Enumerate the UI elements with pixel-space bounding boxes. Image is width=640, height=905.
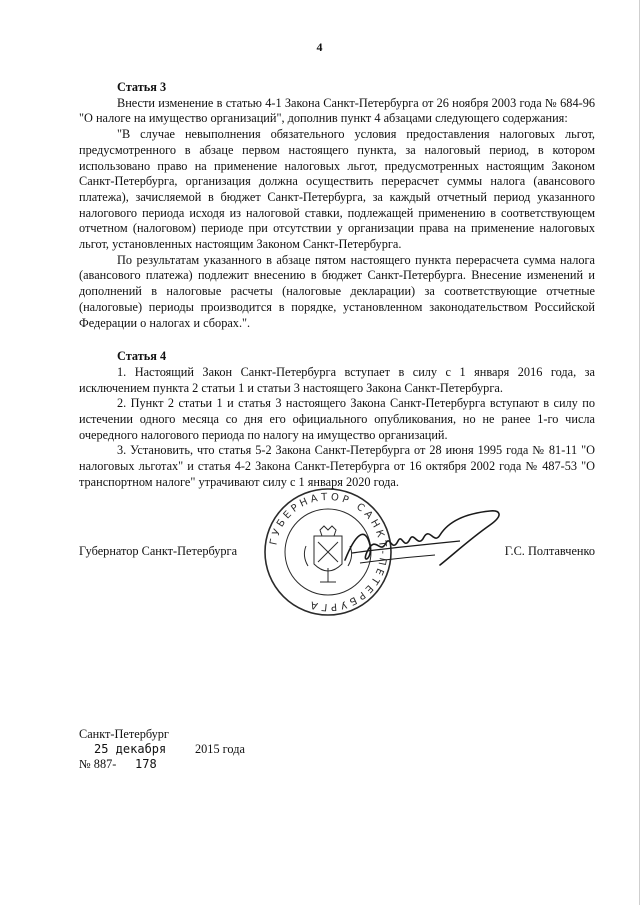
footer-date-day: 25 декабря [94, 742, 167, 756]
article-3-paragraph: Внести изменение в статью 4-1 Закона Санкт-Петербурга от 26 ноября 2003 года № 684-96 "О налоге на имущество организаций", дополнив пункт 4 абзацами следующего содержания: [79, 95, 595, 126]
handwritten-signature [340, 505, 510, 580]
article-4-paragraph: 2. Пункт 2 статьи 1 и статья 3 настоящего Закона Санкт-Петербурга вступают в силу по истечении одного месяца со дня его официального опубликования, но не ранее 1-го числа очередного налогового периода по налогу на имущество организаций. [79, 396, 595, 442]
article-3-title: Статья 3 [117, 80, 167, 94]
footer-number-value: 178 [135, 757, 157, 771]
signatory-name: Г.С. Полтавченко [504, 544, 595, 558]
svg-text:ГУБЕРНАТОР САНКТ-ПЕТЕРБУРГА: ГУБЕРНАТОР САНКТ-ПЕТЕРБУРГА [268, 491, 389, 613]
article-4-paragraph: 3. Установить, что статья 5-2 Закона Санкт-Петербурга от 28 июня 1995 года № 81-11 "О налоговых льготах" и статья 4-2 Закона Санкт-Петербурга от 16 октября 2002 года № 487-53 "О транспортном налоге" утрачивают силу с 1 января 2020 года. [79, 443, 595, 489]
article-4-paragraph: 1. Настоящий Закон Санкт-Петербурга вступает в силу с 1 января 2016 года, за исключением пункта 2 статьи 1 и статьи 3 настоящего Закона Санкт-Петербурга. [79, 364, 595, 395]
footer-city: Санкт-Петербург [79, 727, 169, 741]
article-3-paragraph: "В случае невыполнения обязательного условия предоставления налоговых льгот, предусмотренного в абзаце первом настоящего пункта, за налоговый период, в котором использовано право на применение налоговых льгот, предусмотренных настоящим Законом Санкт-Петербурга, организация должна осуществить перерасчет суммы налога (авансового платежа), зачисляемой в бюджет Санкт-Петербурга, за каждый отчетный период указанного налогового периода исходя из налоговой ставки, подлежащей применению в соответствующем отчетном (налоговом) периоде при отсутствии у организации права на применение налоговых льгот, установленных настоящим Законом Санкт-Петербурга. [79, 127, 595, 252]
page-number: 4 [316, 40, 323, 54]
footer-date-year: 2015 года [195, 742, 245, 756]
signatory-title: Губернатор Санкт-Петербурга [79, 544, 238, 558]
footer-number-prefix: № 887- [79, 757, 117, 771]
article-3-paragraph: По результатам указанного в абзаце пятом настоящего пункта перерасчета сумма налога (авансового платежа) подлежит внесению в бюджет Санкт-Петербурга. Внесение изменений и дополнений в налоговые расчеты (налоговые декларации) за соответствующие отчетные (налоговые) периоды производится в порядке, установленном законодательством Российской Федерации о налогах и сборах.". [79, 252, 595, 330]
article-4-title: Статья 4 [117, 349, 167, 364]
document-body [79, 80, 595, 491]
